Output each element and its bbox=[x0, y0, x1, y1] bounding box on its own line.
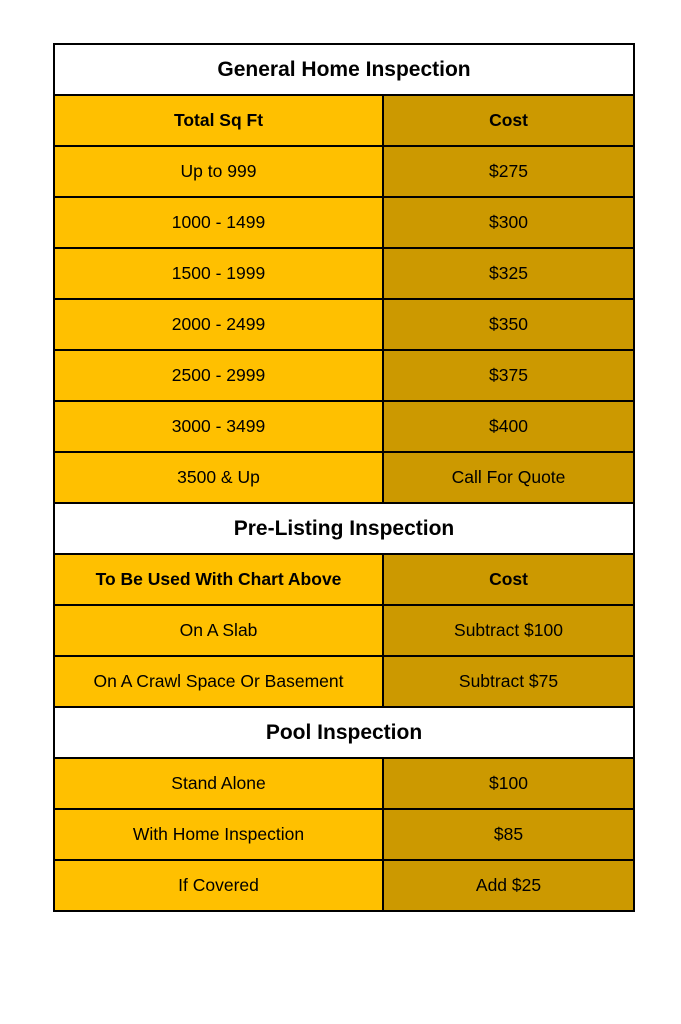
row-label: With Home Inspection bbox=[54, 809, 383, 860]
table-row bbox=[54, 656, 634, 707]
table-row bbox=[54, 248, 634, 299]
row-cost: Subtract $75 bbox=[383, 656, 634, 707]
row-cost: $275 bbox=[383, 146, 634, 197]
row-label: 3000 - 3499 bbox=[54, 401, 383, 452]
row-cost: $100 bbox=[383, 758, 634, 809]
row-cost: $85 bbox=[383, 809, 634, 860]
section-title-row bbox=[54, 707, 634, 758]
section-title-pool-inspection: Pool Inspection bbox=[54, 707, 634, 758]
row-label: 2000 - 2499 bbox=[54, 299, 383, 350]
section-title-row bbox=[54, 503, 634, 554]
row-label: 3500 & Up bbox=[54, 452, 383, 503]
column-header-total-sq-ft: Total Sq Ft bbox=[54, 95, 383, 146]
table-row bbox=[54, 809, 634, 860]
table-row bbox=[54, 860, 634, 911]
row-label: On A Crawl Space Or Basement bbox=[54, 656, 383, 707]
row-label: On A Slab bbox=[54, 605, 383, 656]
table-row bbox=[54, 605, 634, 656]
row-cost: Subtract $100 bbox=[383, 605, 634, 656]
row-cost: $375 bbox=[383, 350, 634, 401]
row-label: 1500 - 1999 bbox=[54, 248, 383, 299]
table-row bbox=[54, 146, 634, 197]
row-cost: $300 bbox=[383, 197, 634, 248]
column-header-cost: Cost bbox=[383, 554, 634, 605]
row-cost: $325 bbox=[383, 248, 634, 299]
section-title-row bbox=[54, 44, 634, 95]
row-cost: Call For Quote bbox=[383, 452, 634, 503]
table-row bbox=[54, 299, 634, 350]
section-title-general-home-inspection: General Home Inspection bbox=[54, 44, 634, 95]
row-cost: Add $25 bbox=[383, 860, 634, 911]
price-table bbox=[53, 43, 635, 912]
row-cost: $350 bbox=[383, 299, 634, 350]
row-label: Stand Alone bbox=[54, 758, 383, 809]
column-header-to-be-used-with-chart-above: To Be Used With Chart Above bbox=[54, 554, 383, 605]
table-row bbox=[54, 452, 634, 503]
column-header-row bbox=[54, 554, 634, 605]
table-row bbox=[54, 758, 634, 809]
column-header-row bbox=[54, 95, 634, 146]
table-row bbox=[54, 197, 634, 248]
row-label: Up to 999 bbox=[54, 146, 383, 197]
table-row bbox=[54, 350, 634, 401]
section-title-pre-listing-inspection: Pre-Listing Inspection bbox=[54, 503, 634, 554]
row-label: 1000 - 1499 bbox=[54, 197, 383, 248]
row-label: 2500 - 2999 bbox=[54, 350, 383, 401]
column-header-cost: Cost bbox=[383, 95, 634, 146]
table-row bbox=[54, 401, 634, 452]
row-label: If Covered bbox=[54, 860, 383, 911]
row-cost: $400 bbox=[383, 401, 634, 452]
